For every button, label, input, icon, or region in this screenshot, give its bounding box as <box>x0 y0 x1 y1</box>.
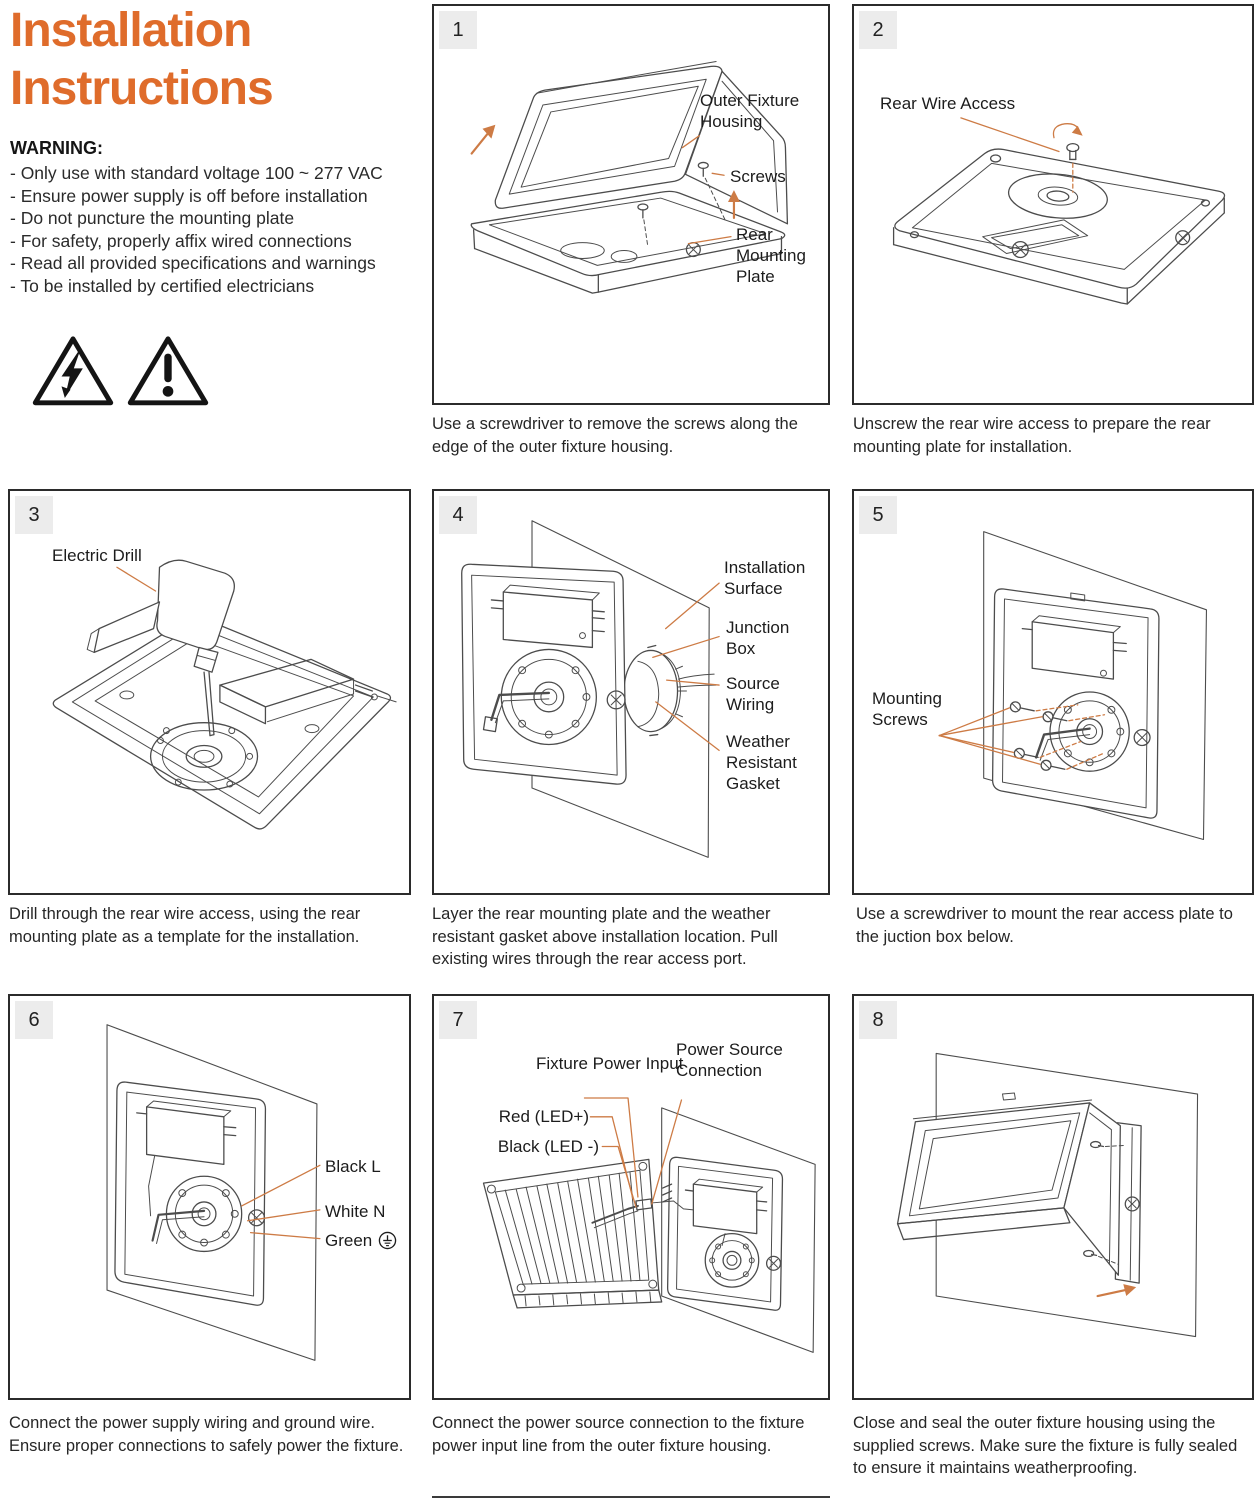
step-caption-3: Drill through the rear wire access, using the rear mounting plate as a template for the installation. <box>9 905 361 946</box>
label-black-led-minus: Black (LED -) <box>497 1137 599 1156</box>
step-panel-6 <box>8 994 411 1400</box>
warning-item: - Do not puncture the mounting plate <box>10 208 295 229</box>
electrical-hazard-triangle-icon <box>32 332 114 408</box>
label-weather-resistant-gasket: Weather Resistant Gasket <box>726 732 797 793</box>
lift-arrow-icon <box>472 125 496 154</box>
step-panel-7 <box>432 994 830 1400</box>
warning-item: - Ensure power supply is off before installation <box>10 185 368 206</box>
step-panel-3 <box>8 489 411 895</box>
step-2-diagram <box>854 6 1252 403</box>
warning-list <box>10 162 422 298</box>
warning-heading: WARNING: <box>10 138 103 158</box>
step-panel-5 <box>852 489 1254 895</box>
label-junction-box: Junction Box <box>726 618 790 658</box>
step-caption-6: Connect the power supply wiring and ground wire. Ensure proper connections to safely power the fixture. <box>9 1414 404 1455</box>
step-panel-2 <box>852 4 1254 405</box>
green-label-text: Green <box>325 1231 373 1250</box>
step-number-badge: 8 <box>859 1001 897 1039</box>
step-panel-8 <box>852 994 1254 1400</box>
step-8-diagram <box>854 996 1252 1398</box>
label-black-l: Black L <box>325 1157 381 1176</box>
warning-item: - To be installed by certified electricians <box>10 275 315 296</box>
warning-item: - Only use with standard voltage 100 ~ 277 VAC <box>10 163 383 183</box>
label-green-ground <box>325 1230 397 1251</box>
label-power-source-connection: Power Source Connection <box>676 1040 783 1080</box>
hazard-icons <box>10 332 422 408</box>
rear-access-screw-glyph <box>1067 144 1079 160</box>
warning-item: - Read all provided specifications and warnings <box>10 253 376 274</box>
document-header <box>10 2 422 408</box>
step-1-diagram <box>434 6 828 403</box>
screw-glyph <box>638 204 648 247</box>
label-red-led-plus: Red (LED+) <box>498 1107 589 1126</box>
step-6-diagram <box>10 996 409 1398</box>
general-warning-triangle-icon <box>127 332 209 408</box>
label-rear-wire-access: Rear Wire Access <box>880 94 1016 113</box>
step-number-badge: 6 <box>15 1001 53 1039</box>
step-number-badge: 5 <box>859 496 897 534</box>
step-caption-4: Layer the rear mounting plate and the weather resistant gasket above installation location. Pull existing wires through the rear access port. <box>432 905 778 968</box>
label-rear-mounting-plate: Rear Mounting Plate <box>736 225 806 286</box>
step-caption-8: Close and seal the outer fixture housing using the supplied screws. Make sure the fixture is fully sealed to ensure it maintains weatherproofing. <box>853 1414 1238 1477</box>
step-number-badge: 1 <box>439 11 477 49</box>
step-number-badge: 7 <box>439 1001 477 1039</box>
label-outer-fixture-housing: Outer Fixture Housing <box>700 91 800 131</box>
ground-icon <box>378 1231 397 1250</box>
label-white-n: White N <box>325 1202 386 1221</box>
step-number-badge: 3 <box>15 496 53 534</box>
label-mounting-screws: Mounting Screws <box>872 689 942 729</box>
label-installation-surface: Installation Surface <box>724 558 806 598</box>
step-number-badge: 4 <box>439 496 477 534</box>
label-electric-drill: Electric Drill <box>52 546 142 565</box>
step-panel-4 <box>432 489 830 895</box>
step-panel-1 <box>432 4 830 405</box>
page-title <box>10 2 422 118</box>
label-source-wiring: Source Wiring <box>726 674 780 714</box>
step-caption-1: Use a screwdriver to remove the screws along the edge of the outer fixture housing. <box>432 415 798 456</box>
next-panel-top-edge <box>432 1496 830 1498</box>
warning-item: - For safety, properly affix wired connections <box>10 230 352 251</box>
label-fixture-power-input: Fixture Power Input <box>536 1054 684 1073</box>
step-caption-5: Use a screwdriver to mount the rear access plate to the juction box below. <box>856 905 1233 946</box>
close-arrow-icon <box>1098 1284 1137 1296</box>
step-number-badge: 2 <box>859 11 897 49</box>
page-title-line2: Instructions <box>10 62 273 115</box>
page-title-line1: Installation <box>10 4 252 57</box>
step-caption-2: Unscrew the rear wire access to prepare the rear mounting plate for installation. <box>853 415 1211 456</box>
label-screws: Screws <box>730 167 786 186</box>
rotate-arrow-icon <box>1053 124 1082 138</box>
step-caption-7: Connect the power source connection to the fixture power input line from the outer fixture housing. <box>432 1414 805 1455</box>
